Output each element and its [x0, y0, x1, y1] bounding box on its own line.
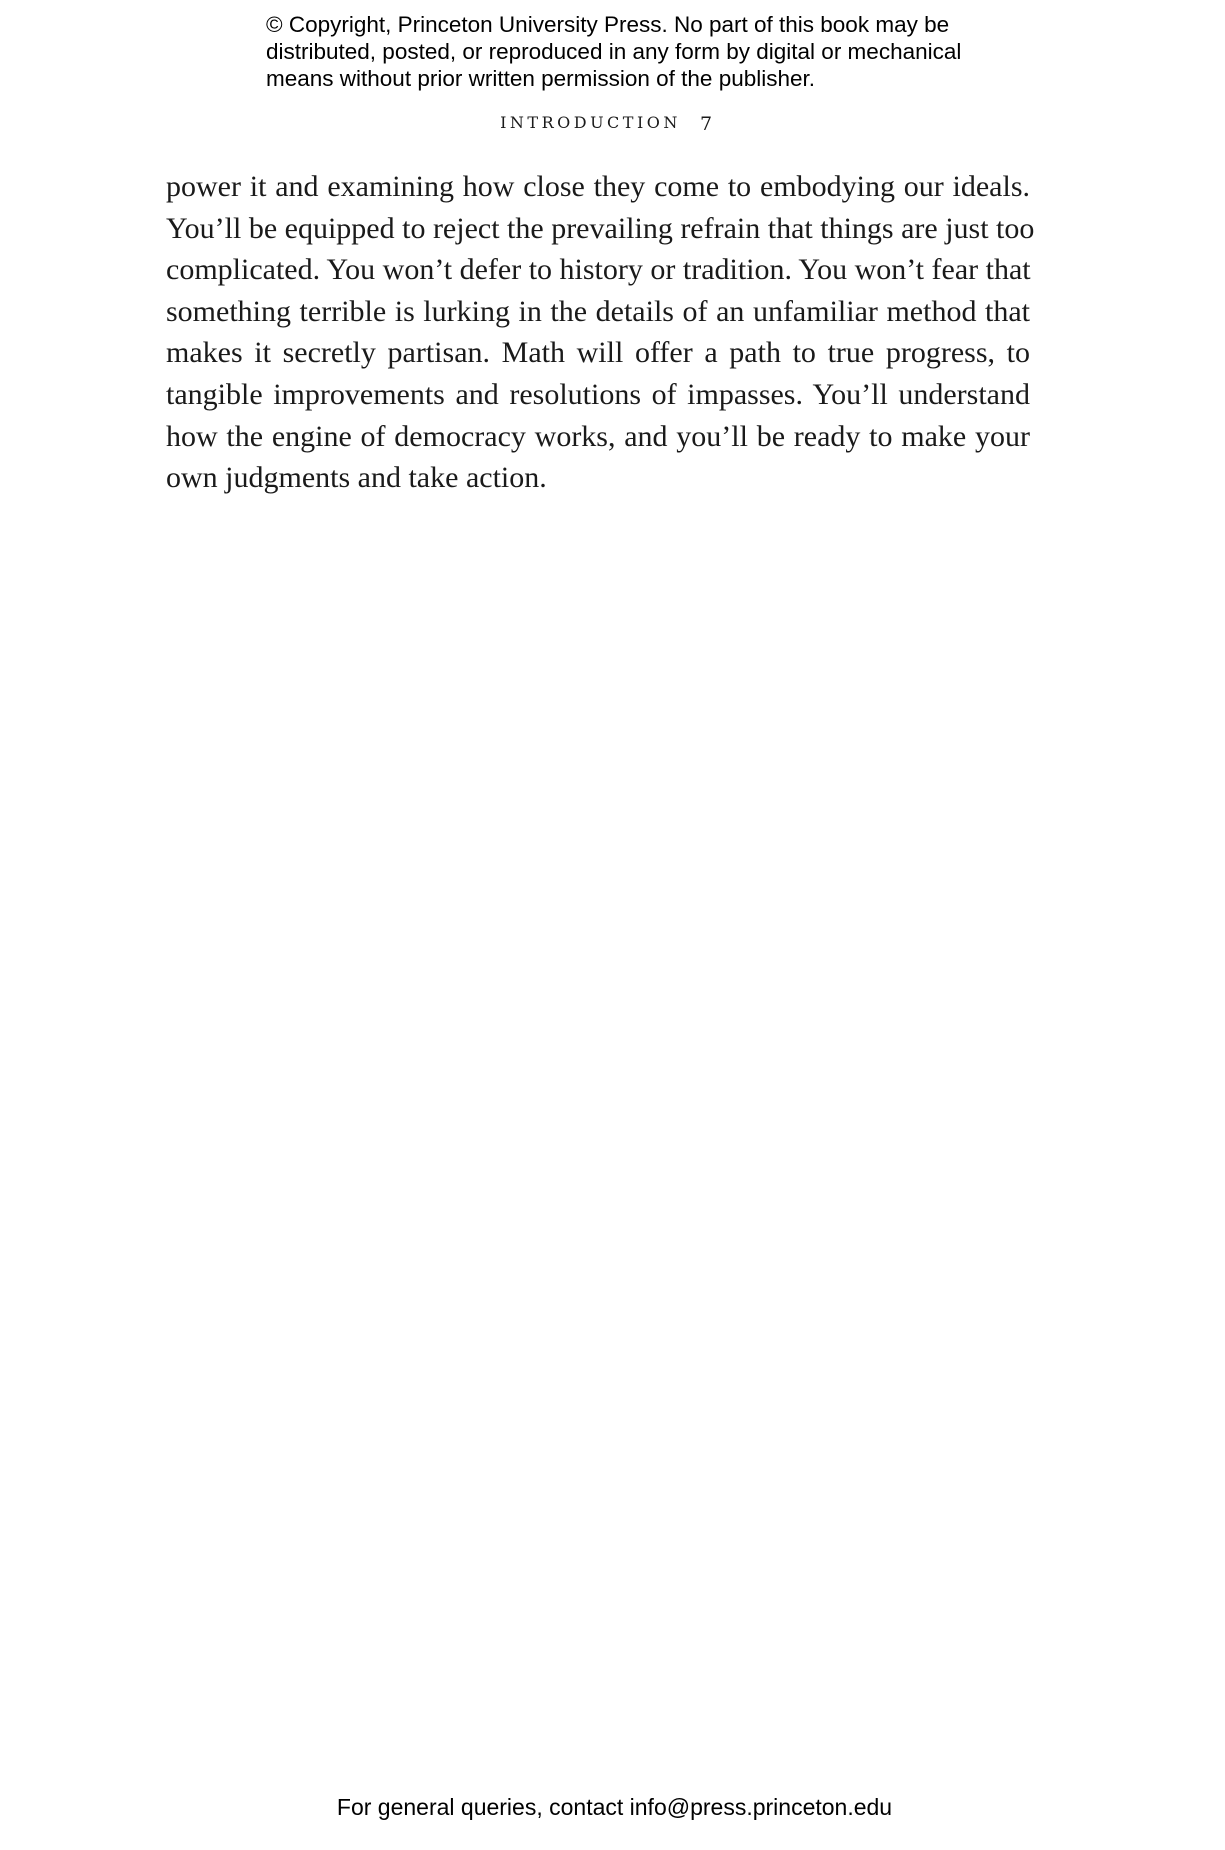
running-head — [0, 113, 1225, 135]
running-head-section: INTRODUCTION — [500, 113, 681, 132]
copyright-line: means without prior written permission of the publisher. — [266, 66, 816, 91]
paragraph-line: power it and examining how close they come to embodying our ideals. — [166, 170, 1030, 203]
footer-contact — [0, 1794, 1225, 1821]
paragraph-line: You’ll be equipped to reject the prevailing refrain that things are just too — [166, 211, 1035, 245]
copyright-notice — [266, 11, 1006, 92]
paragraph-line: tangible improvements and resolutions of impasses. You’ll understand — [166, 377, 1030, 411]
page-number: 7 — [700, 113, 713, 135]
body-paragraph — [166, 166, 1035, 499]
copyright-line: © Copyright, Princeton University Press. No part of this book may be — [266, 12, 950, 37]
paragraph-line: how the engine of democracy works, and you’ll be ready to make your — [166, 419, 1030, 453]
footer-text: For general queries, contact info@press.princeton.edu — [336, 1794, 893, 1820]
paragraph-line: something terrible is lurking in the details of an unfamiliar method that — [166, 294, 1030, 328]
paragraph-line: makes it secretly partisan. Math will offer a path to true progress, to — [166, 336, 1030, 370]
paragraph-line: complicated. You won’t defer to history or tradition. You won’t fear that — [166, 253, 1031, 287]
paragraph-line: own judgments and take action. — [166, 461, 547, 495]
copyright-line: distributed, posted, or reproduced in any form by digital or mechanical — [266, 39, 962, 64]
